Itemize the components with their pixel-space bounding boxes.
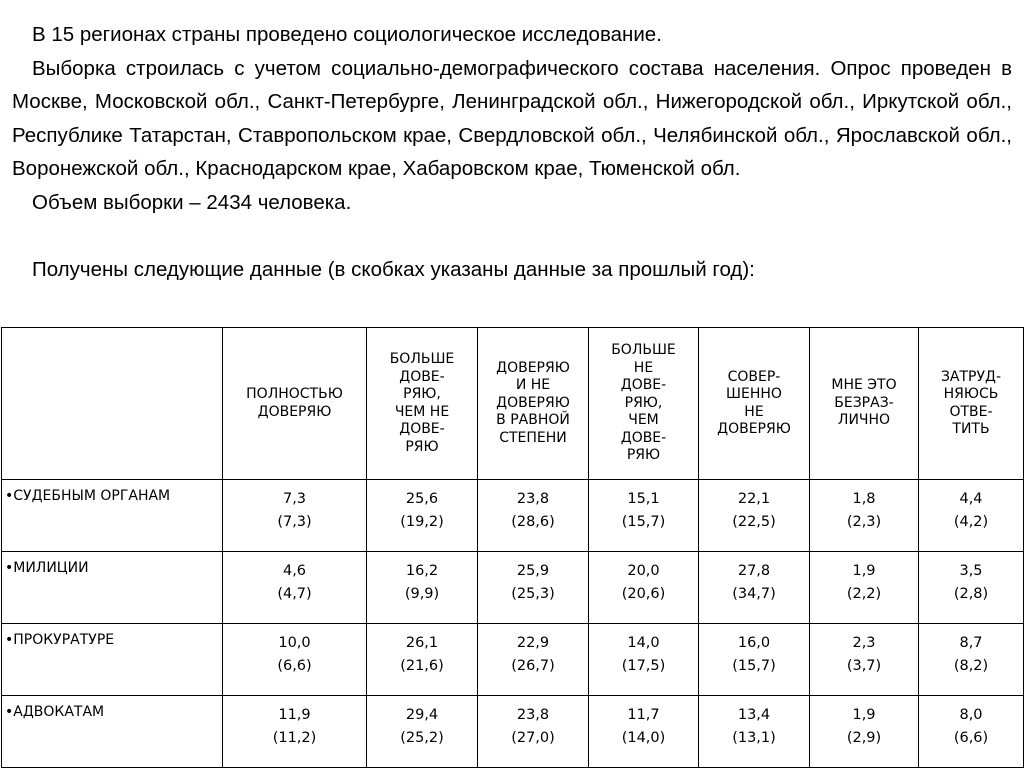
table-cell: 27,8 (34,7) — [699, 552, 810, 624]
table-cell: 15,1 (15,7) — [589, 480, 699, 552]
table-cell: 4,6 (4,7) — [223, 552, 367, 624]
table-cell: 3,5 (2,8) — [919, 552, 1024, 624]
table-row-police — [2, 552, 1024, 624]
column-header-rather-trust: БОЛЬШЕ ДОВЕ- РЯЮ, ЧЕМ НЕ ДОВЕ- РЯЮ — [367, 328, 478, 480]
column-header-rather-distrust: БОЛЬШЕ НЕ ДОВЕ- РЯЮ, ЧЕМ ДОВЕ- РЯЮ — [589, 328, 699, 480]
table-row-courts — [2, 480, 1024, 552]
table-cell: 11,7 (14,0) — [589, 696, 699, 768]
table-cell: 2,3 (3,7) — [810, 624, 919, 696]
table-cell: 13,4 (13,1) — [699, 696, 810, 768]
intro-paragraph-data-note: Получены следующие данные (в скобках указаны данные за прошлый год): — [32, 258, 755, 281]
intro-paragraph-sample-regions: Выборка строилась с учетом социально-демографического состава населения. Опрос проведен в Москве, Московской обл., Санкт-Петербурге, Ленинградской обл., Нижегородской обл., Иркутской обл., Республике Татарстан, Ставропольском крае, Свердловской обл., Челябинской обл., Ярославской обл., Воронежской обл., Краснодарском крае, Хабаровском крае, Тюменской обл. — [12, 56, 1012, 180]
table-cell: 25,9 (25,3) — [478, 552, 589, 624]
table-cell: 26,1 (21,6) — [367, 624, 478, 696]
intro-paragraph-study: В 15 регионах страны проведено социологическое исследование. — [32, 23, 662, 46]
column-header-fully-trust: ПОЛНОСТЬЮ ДОВЕРЯЮ — [223, 328, 367, 480]
table-cell: 22,1 (22,5) — [699, 480, 810, 552]
table-cell: 1,9 (2,9) — [810, 696, 919, 768]
table-cell: 10,0 (6,6) — [223, 624, 367, 696]
table-cell: 20,0 (20,6) — [589, 552, 699, 624]
row-label: •АДВОКАТАМ — [2, 696, 223, 768]
table-cell: 8,7 (8,2) — [919, 624, 1024, 696]
table-corner-cell — [2, 328, 223, 480]
table-cell: 25,6 (19,2) — [367, 480, 478, 552]
table-cell: 4,4 (4,2) — [919, 480, 1024, 552]
table-cell: 23,8 (27,0) — [478, 696, 589, 768]
row-label: •ПРОКУРАТУРЕ — [2, 624, 223, 696]
table-cell: 1,8 (2,3) — [810, 480, 919, 552]
table-cell: 22,9 (26,7) — [478, 624, 589, 696]
intro-text — [12, 18, 1012, 287]
column-header-indifferent: МНЕ ЭТО БЕЗРАЗ- ЛИЧНО — [810, 328, 919, 480]
column-header-equally: ДОВЕРЯЮ И НЕ ДОВЕРЯЮ В РАВНОЙ СТЕПЕНИ — [478, 328, 589, 480]
trust-survey-table — [1, 327, 1024, 768]
table-cell: 1,9 (2,2) — [810, 552, 919, 624]
column-header-fully-distrust: СОВЕР- ШЕННО НЕ ДОВЕРЯЮ — [699, 328, 810, 480]
intro-paragraph-sample-size: Объем выборки – 2434 человека. — [32, 190, 352, 214]
table-cell: 8,0 (6,6) — [919, 696, 1024, 768]
table-cell: 11,9 (11,2) — [223, 696, 367, 768]
column-header-hard-to-say: ЗАТРУД- НЯЮСЬ ОТВЕ- ТИТЬ — [919, 328, 1024, 480]
row-label: •СУДЕБНЫМ ОРГАНАМ — [2, 480, 223, 552]
table-header-row — [2, 328, 1024, 480]
table-cell: 29,4 (25,2) — [367, 696, 478, 768]
row-label: •МИЛИЦИИ — [2, 552, 223, 624]
table-cell: 16,2 (9,9) — [367, 552, 478, 624]
table-cell: 23,8 (28,6) — [478, 480, 589, 552]
table-row-prosecutors — [2, 624, 1024, 696]
table-cell: 16,0 (15,7) — [699, 624, 810, 696]
table-row-lawyers — [2, 696, 1024, 768]
table-cell: 7,3 (7,3) — [223, 480, 367, 552]
table-cell: 14,0 (17,5) — [589, 624, 699, 696]
